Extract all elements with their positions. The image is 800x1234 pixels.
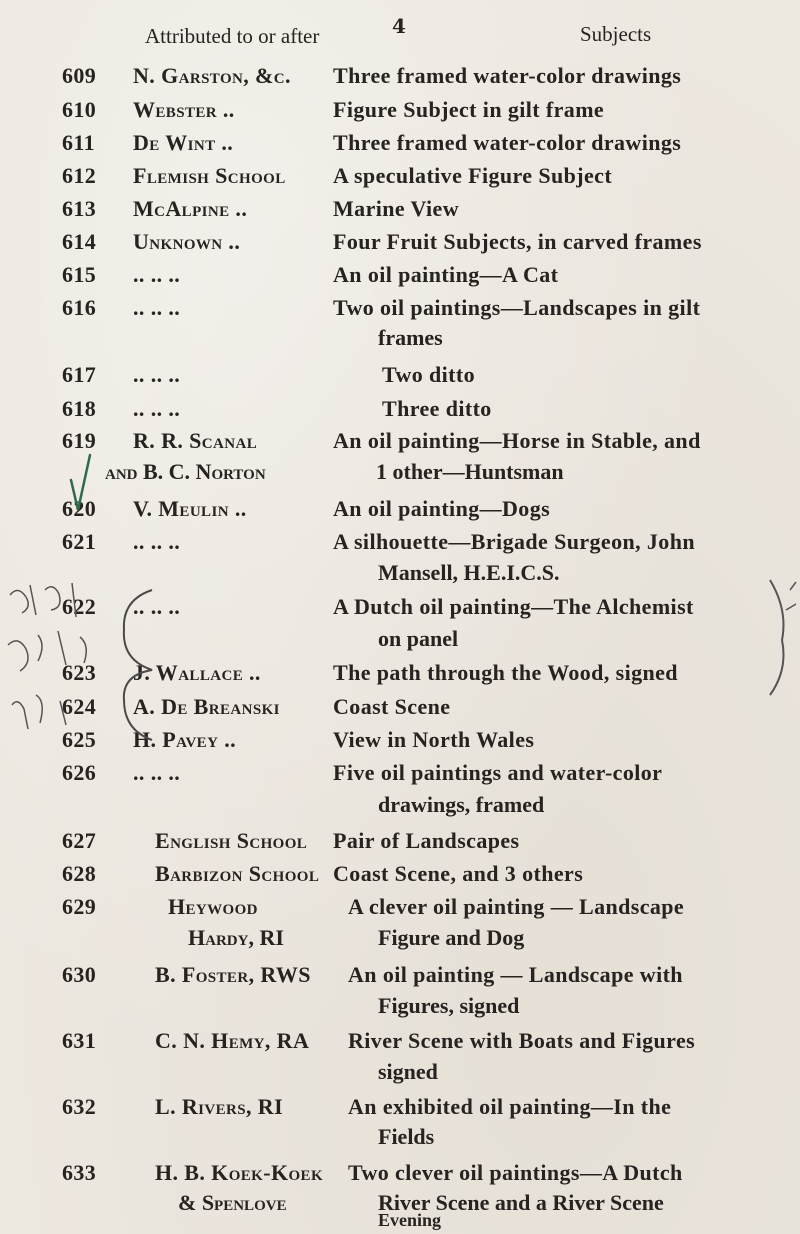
lot-subject: Figure Subject in gilt frame <box>333 97 605 122</box>
lot-subject: River Scene with Boats and Figures <box>348 1028 696 1053</box>
lot-number: 617 <box>62 362 97 387</box>
lot-subject: Three ditto <box>382 396 492 421</box>
lot-number: 632 <box>62 1094 97 1119</box>
lot-row <box>0 163 800 193</box>
lot-subject: An oil painting—Dogs <box>333 496 551 521</box>
lot-row <box>0 694 800 724</box>
lot-number: 611 <box>62 130 95 155</box>
lot-subject: Four Fruit Subjects, in carved frames <box>333 229 702 254</box>
lot-number: 627 <box>62 828 97 853</box>
lot-artist: De Wint .. <box>133 130 234 155</box>
lot-subject: Five oil paintings and water-color <box>333 760 663 785</box>
lot-artist: Heywood <box>168 894 258 919</box>
lot-row <box>0 1160 800 1190</box>
lot-number: 620 <box>62 496 97 521</box>
lot-number: 618 <box>62 396 97 421</box>
lot-subject: Coast Scene, and 3 others <box>333 861 584 886</box>
lot-subject: Marine View <box>333 196 459 221</box>
lot-number: 610 <box>62 97 97 122</box>
lot-row <box>0 594 800 624</box>
lot-number: 609 <box>62 63 97 88</box>
lot-subject: Two oil paintings—Landscapes in gilt <box>333 295 701 320</box>
lot-row <box>0 262 800 292</box>
lot-subject: Pair of Landscapes <box>333 828 520 853</box>
lot-subject-continued: 1 other—Huntsman <box>376 459 564 484</box>
lot-row <box>0 727 800 757</box>
lot-subject-continued: Figure and Dog <box>378 925 525 950</box>
lot-subject: View in North Wales <box>333 727 535 752</box>
lot-artist-continued: Hardy, RI <box>188 925 284 950</box>
lot-artist: .. .. .. <box>133 362 181 387</box>
lot-artist: Flemish School <box>133 163 286 188</box>
lot-artist: H. Pavey .. <box>133 727 237 752</box>
lot-subject: Three framed water-color drawings <box>333 63 682 88</box>
lot-artist-continued: & Spenlove <box>178 1190 287 1215</box>
lot-number: 613 <box>62 196 97 221</box>
lot-number: 616 <box>62 295 97 320</box>
lot-artist: .. .. .. <box>133 262 181 287</box>
lot-number: 625 <box>62 727 97 752</box>
lot-number: 624 <box>62 694 97 719</box>
lot-artist: V. Meulin .. <box>133 496 247 521</box>
lot-row <box>0 760 800 790</box>
lot-artist: L. Rivers, RI <box>155 1094 284 1119</box>
lot-artist: English School <box>155 828 308 853</box>
lot-artist: .. .. .. <box>133 396 181 421</box>
lot-row <box>0 295 800 325</box>
lot-number: 621 <box>62 529 97 554</box>
lot-subject: An exhibited oil painting—In the <box>348 1094 672 1119</box>
lot-subject-continued: signed <box>378 1059 438 1084</box>
page-number: 4 <box>392 14 406 38</box>
lot-number: 628 <box>62 861 97 886</box>
lot-artist: Barbizon School <box>155 861 320 886</box>
lot-row <box>0 97 800 127</box>
lot-row <box>0 63 800 93</box>
lot-row <box>0 229 800 259</box>
lot-number: 629 <box>62 894 97 919</box>
lot-subject-continued: on panel <box>378 626 459 651</box>
lot-subject: The path through the Wood, signed <box>333 660 678 685</box>
lot-subject: An oil painting — Landscape with <box>348 962 683 987</box>
lot-number: 619 <box>62 428 97 453</box>
lot-artist: N. Garston, &c. <box>133 63 291 88</box>
lot-artist: .. .. .. <box>133 295 181 320</box>
lot-row <box>0 396 800 426</box>
lot-subject: An oil painting—Horse in Stable, and <box>333 428 701 453</box>
lot-number: 612 <box>62 163 97 188</box>
lot-subject-continued: River Scene and a River Scene <box>378 1190 664 1215</box>
lot-artist: H. B. Koek-Koek <box>155 1160 324 1185</box>
lot-subject-continued: frames <box>378 325 443 350</box>
lot-row <box>0 428 800 458</box>
lot-number: 615 <box>62 262 97 287</box>
lot-number: 626 <box>62 760 97 785</box>
lot-subject: A silhouette—Brigade Surgeon, John <box>333 529 695 554</box>
lot-artist: Webster .. <box>133 97 235 122</box>
lot-row <box>0 962 800 992</box>
lot-subject: A clever oil painting — Landscape <box>348 894 685 919</box>
lot-subject: A speculative Figure Subject <box>333 163 613 188</box>
lot-artist: .. .. .. <box>133 760 181 785</box>
lot-subject-continued: Fields <box>378 1124 435 1149</box>
lot-artist: B. Foster, RWS <box>155 962 311 987</box>
lot-subject: An oil painting—A Cat <box>333 262 559 287</box>
lot-row <box>0 196 800 226</box>
lot-number: 631 <box>62 1028 97 1053</box>
lot-artist: J. Wallace .. <box>133 660 261 685</box>
lot-artist-continued: and B. C. Norton <box>105 459 266 484</box>
lot-row <box>0 1028 800 1058</box>
lot-subject: A Dutch oil painting—The Alchemist <box>333 594 694 619</box>
lot-subject: Three framed water-color drawings <box>333 130 682 155</box>
lot-row <box>0 828 800 858</box>
lot-subject: Two ditto <box>382 362 476 387</box>
lot-row <box>0 894 800 924</box>
lot-artist: .. .. .. <box>133 529 181 554</box>
lot-subject: Two clever oil paintings—A Dutch <box>348 1160 683 1185</box>
lot-artist: McAlpine .. <box>133 196 248 221</box>
header-subjects: Subjects <box>580 22 652 46</box>
lot-row <box>0 529 800 559</box>
lot-artist: .. .. .. <box>133 594 181 619</box>
lot-artist: R. R. Scanal <box>133 428 258 453</box>
lot-subject: Coast Scene <box>333 694 451 719</box>
lot-number: 623 <box>62 660 97 685</box>
lot-number: 614 <box>62 229 97 254</box>
lot-artist: C. N. Hemy, RA <box>155 1028 310 1053</box>
lot-artist: A. De Breanski <box>133 694 280 719</box>
header-attributed: Attributed to or after <box>145 24 320 48</box>
lot-row <box>0 496 800 526</box>
lot-row <box>0 1094 800 1124</box>
lot-subject-continued: drawings, framed <box>378 792 545 817</box>
lot-row <box>0 362 800 392</box>
lot-subject-continued: Mansell, H.E.I.C.S. <box>378 560 560 585</box>
lot-number: 633 <box>62 1160 97 1185</box>
lot-row <box>0 861 800 891</box>
lot-subject-continued: Figures, signed <box>378 993 520 1018</box>
lot-number: 630 <box>62 962 97 987</box>
lot-row <box>0 660 800 690</box>
lot-artist: Unknown .. <box>133 229 241 254</box>
lot-number: 622 <box>62 594 97 619</box>
lot-row <box>0 130 800 160</box>
lot-subject-continued-2: Evening <box>378 1210 442 1230</box>
